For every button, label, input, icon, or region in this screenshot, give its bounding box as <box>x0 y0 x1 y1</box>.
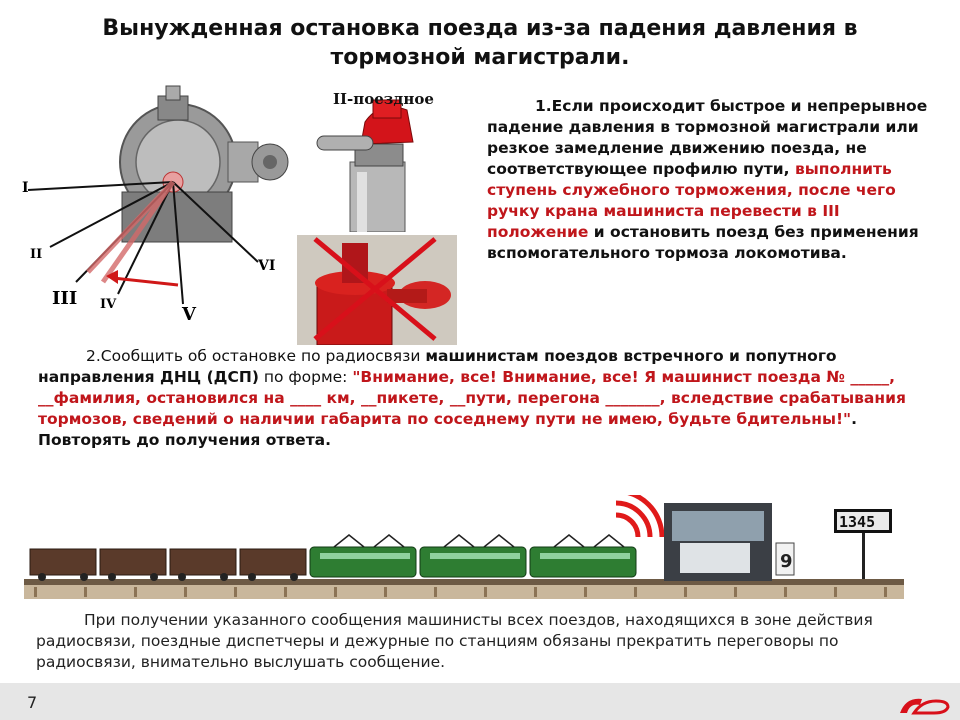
rzd-logo-icon <box>896 693 952 717</box>
p2-a: 2.Сообщить об остановке по радиосвязи <box>86 347 426 365</box>
handle-position-label: II-поездное <box>333 90 434 108</box>
marker-number: 9 <box>780 551 793 572</box>
p1-tail: и остановить поезд без применения вспомогательного тормоза локомотива. <box>487 223 919 262</box>
train-illustration <box>24 495 904 605</box>
p2-red: "Внимание, все! Внимание, все! Я машинист поезда № _____, __фамилия, остановился на ____ км, __пикете, __пути, перегона _______, вследствие срабатывания тормозов, сведений о наличии габарита по соседнему пути не имею, будьте бдительны!" <box>38 368 906 428</box>
position-label-ii: II <box>30 247 43 262</box>
page-number: 7 <box>27 693 38 712</box>
p2-b: машинистам поездов встречного и попутного направления ДНЦ (ДСП) <box>38 347 837 386</box>
km-sign-number: 1345 <box>839 513 876 531</box>
position-label-iv: IV <box>100 297 117 312</box>
bottom-text: При получении указанного сообщения машинисты всех поездов, находящихся в зоне действия радиосвязи, поездные диспетчеры и дежурные по станциям обязаны прекратить переговоры по радиосвязи, внимательно выслушать сообщение. <box>36 611 873 671</box>
position-label-vi: VI <box>258 258 276 274</box>
crossed-out-handle-photo <box>297 235 457 345</box>
p1-lead: 1.Если происходит быстрое и непрерывное падение давления в тормозной магистрали или резкое замедление движению поезда, не соответствующее профилю пути, <box>487 97 928 178</box>
p2-d: . Повторять до получения ответа. <box>38 410 857 449</box>
position-label-iii: III <box>52 288 78 309</box>
radio-waves-icon <box>616 495 662 537</box>
slide-title: Вынужденная остановка поезда из-за падения давления в тормозной магистрали. <box>102 16 858 70</box>
instruction-paragraph-1 <box>487 96 932 264</box>
position-label-i: I <box>22 180 29 196</box>
footer-bar <box>0 683 960 720</box>
bottom-paragraph <box>36 610 916 673</box>
driver-brake-valve-diagram <box>18 82 293 322</box>
p1-red: выполнить ступень служебного торможения, после чего ручку крана машиниста перевести в III положение <box>487 160 896 241</box>
freight-wagons <box>30 549 306 581</box>
p2-c: по форме: <box>258 368 353 386</box>
position-label-v: V <box>182 304 196 322</box>
locomotives <box>310 535 636 577</box>
instruction-paragraph-2 <box>38 346 928 451</box>
